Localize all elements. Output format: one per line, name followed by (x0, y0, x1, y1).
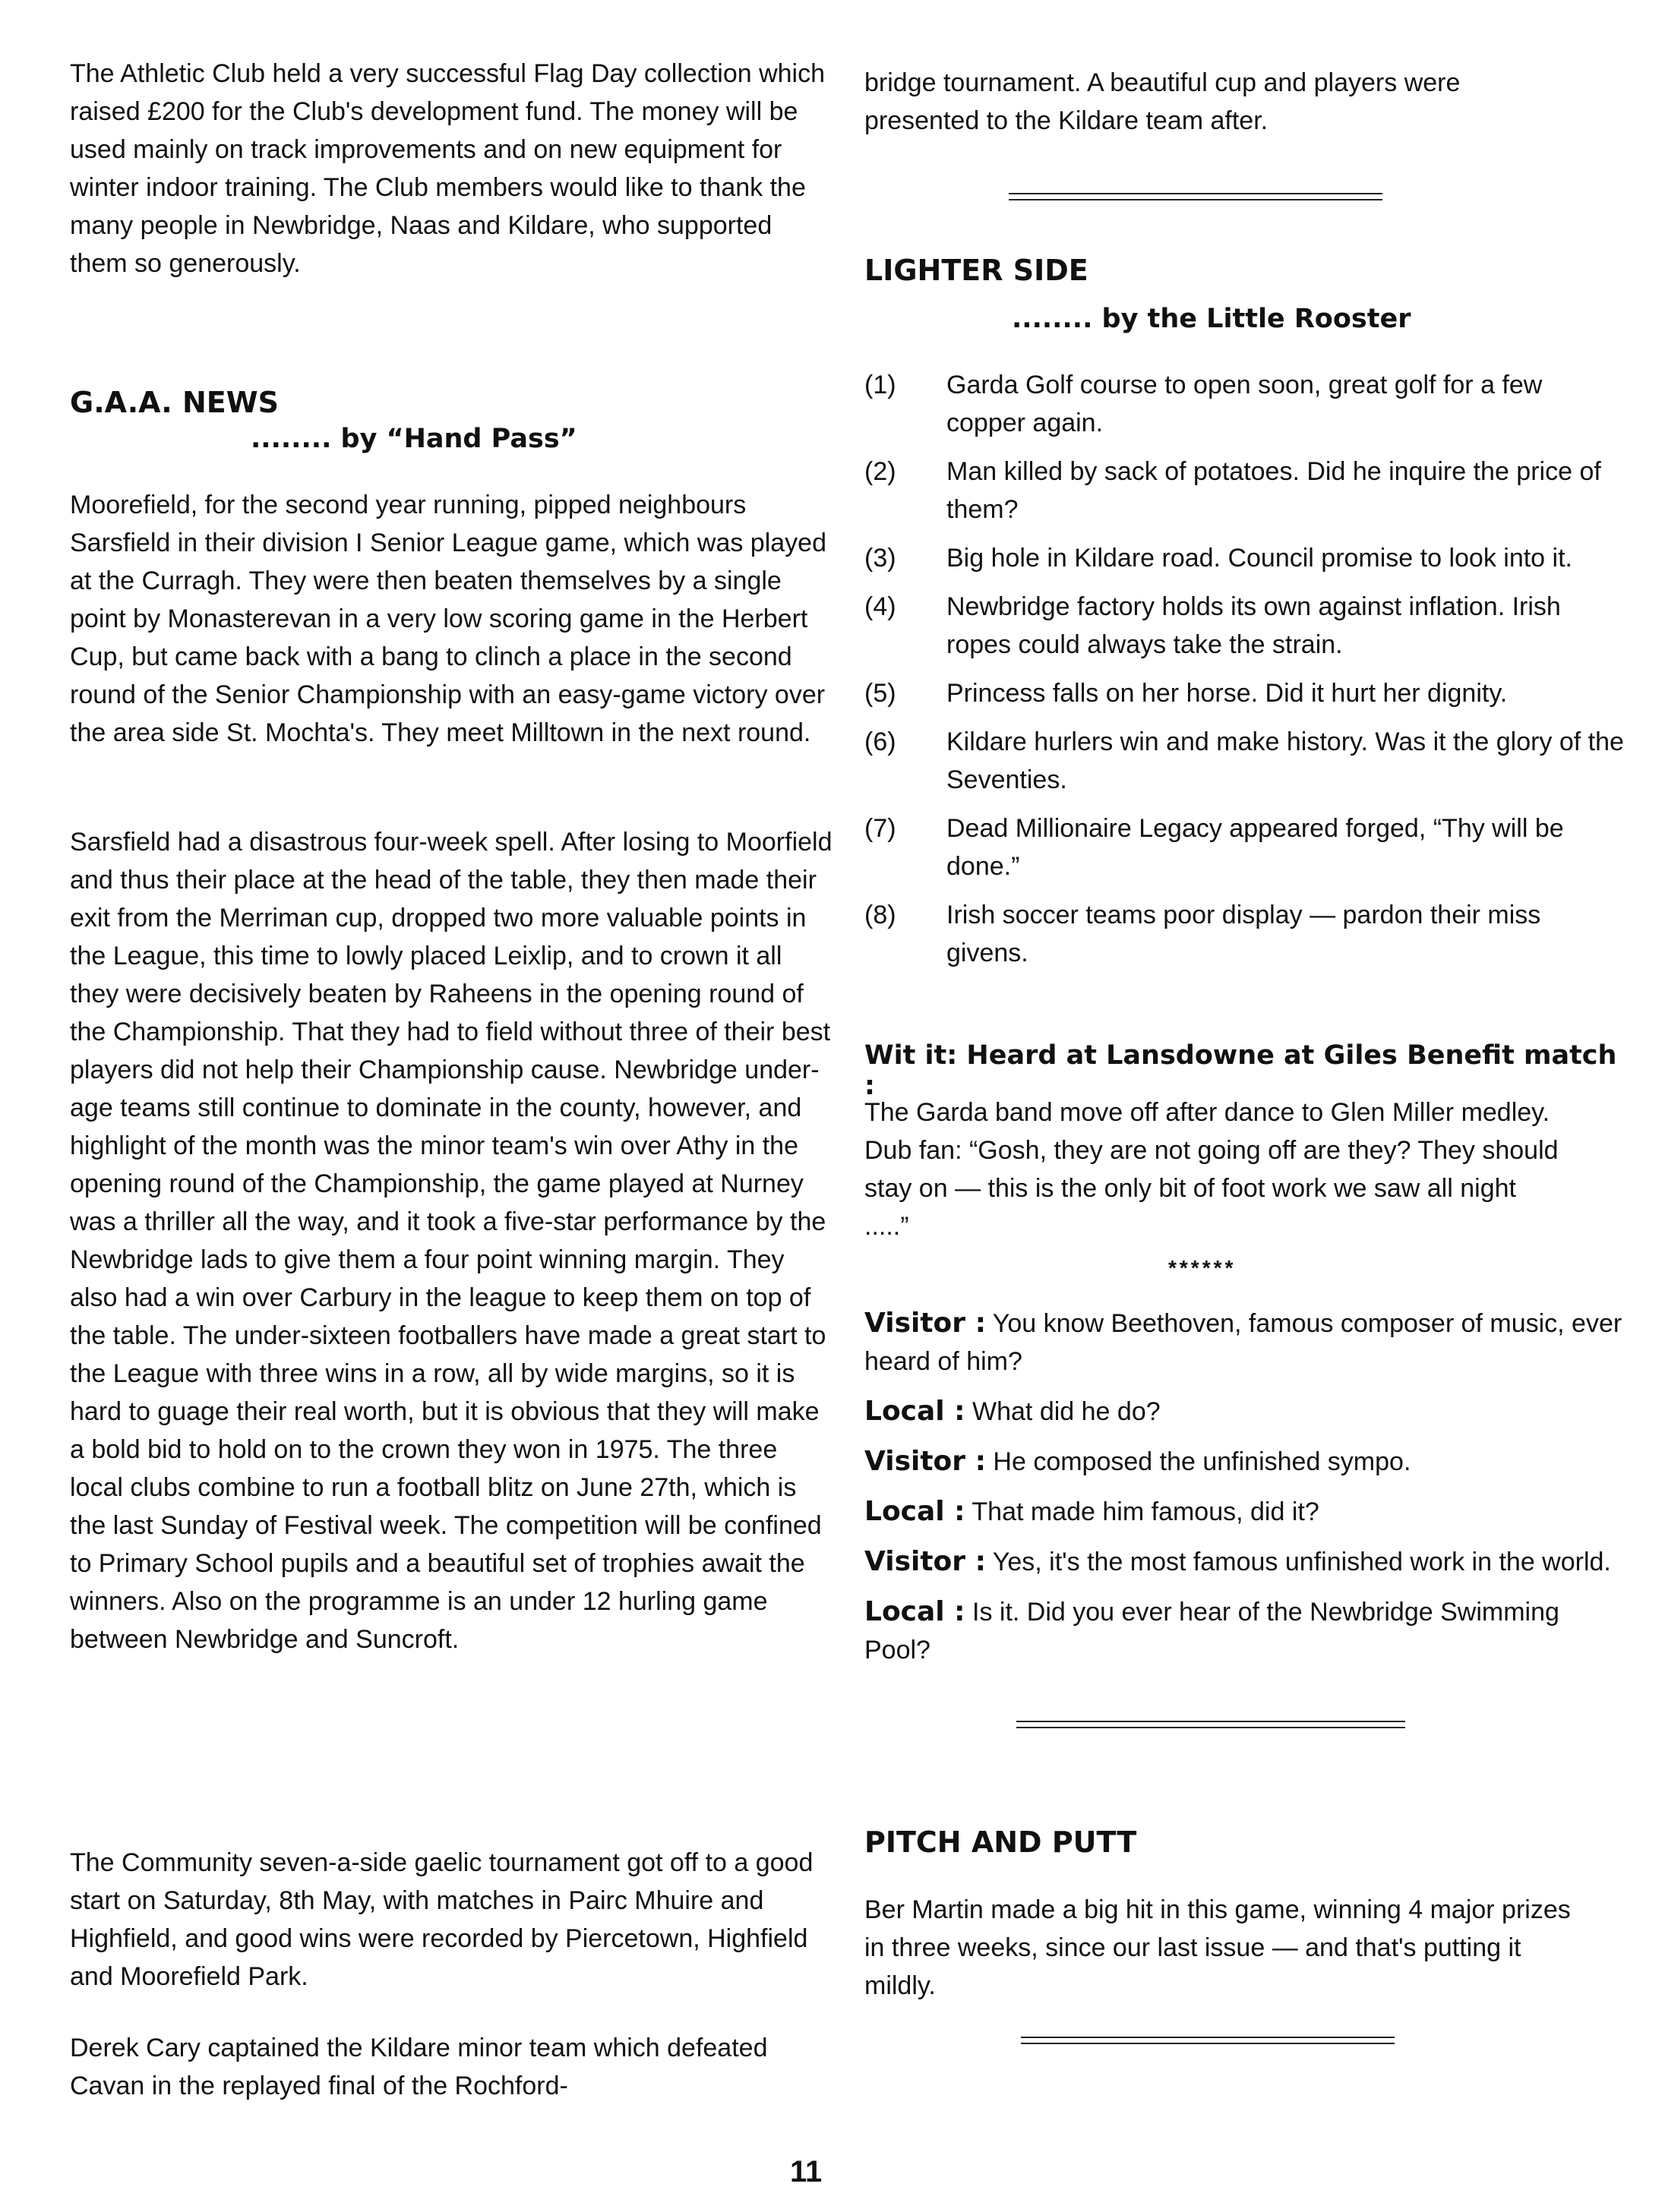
wit-paragraph: The Garda band move off after dance to Glen Miller medley. Dub fan: “Gosh, they are not going off are they? They should stay on — this is the only bit of foot work we saw all night .....” (864, 1098, 1559, 1241)
lighter-side-byline: ........ by the Little Rooster (1012, 304, 1411, 334)
dialogue-line (864, 1543, 1632, 1581)
list-item-number: (2) (864, 457, 896, 486)
list-item-text: Kildare hurlers win and make history. Was it the glory of the Seventies. (946, 727, 1624, 794)
gaa-paragraph-4: Derek Cary captained the Kildare minor team which defeated Cavan in the replayed final of the Rochford- (70, 2034, 768, 2100)
dialogue-speaker: Local : (864, 1396, 965, 1427)
list-item-number: (1) (864, 371, 896, 399)
page-number: 11 (790, 2155, 823, 2188)
list-item-text: Newbridge factory holds its own against inflation. Irish ropes could always take the strain. (946, 592, 1561, 659)
dialogue-speaker: Visitor : (864, 1546, 986, 1577)
dialogue-speaker: Visitor : (864, 1308, 986, 1339)
list-item (864, 539, 1624, 577)
list-item-text: Dead Millionaire Legacy appeared forged, “Thy will be done.” (946, 814, 1564, 881)
list-item-number: (5) (864, 679, 896, 708)
list-item (864, 723, 1624, 799)
gaa-paragraph-2: Sarsfield had a disastrous four-week spell. After losing to Moorfield and thus their place at the head of the table, they then made their exit from the Merriman cup, dropped two more valuable points in the League, this time to lowly placed Leixlip, and to crown it all they were decisively beaten by Raheens in the opening round of the Championship. That they had to field without three of their best players did not help their Championship cause. Newbridge under-age teams still continue to dominate in the county, however, and highlight of the month was the minor team's win over Athy in the opening round of the Championship, the game played at Nurney was a thriller all the way, and it took a five-star performance by the Newbridge lads to give them a four point winning margin. They also had a win over Carbury in the league to keep them on top of the table. The under-sixteen footballers have made a great start to the League with three wins in a row, all by wide margins, so it is hard to guage their real worth, but it is obvious that they will make a bold bid to hold on to the crown they won in 1975. The three local clubs combine to run a football blitz on June 27th, which is the last Sunday of Festival week. The competition will be confined to Primary School pupils and a beautiful set of trophies await the winners. Also on the programme is an under 12 hurling game between Newbridge and Suncroft. (70, 828, 832, 1654)
gaa-paragraph-3: The Community seven-a-side gaelic tournament got off to a good start on Saturday, 8th May, with matches in Pairc Mhuire and Highfield, and good wins were recorded by Piercetown, Highfield and Moorefield Park. (70, 1848, 814, 1991)
divider-rule (1016, 1721, 1405, 1728)
list-item (864, 674, 1624, 712)
dialogue-line (864, 1443, 1632, 1481)
dialogue (864, 1305, 1632, 1681)
stars-separator: ****** (1168, 1256, 1237, 1280)
list-item-text: Irish soccer teams poor display — pardon their miss givens. (946, 901, 1541, 967)
list-item-text: Princess falls on her horse. Did it hurt her dignity. (946, 679, 1508, 708)
divider-rule (1021, 2037, 1395, 2044)
list-item (864, 809, 1624, 885)
dialogue-text: What did he do? (965, 1397, 1161, 1426)
wit-heading: Wit it: Heard at Lansdowne at Giles Benefit match : (864, 1040, 1617, 1101)
pitch-and-putt-heading: PITCH AND PUTT (864, 1825, 1137, 1859)
list-item-number: (7) (864, 814, 896, 843)
dialogue-line (864, 1593, 1632, 1669)
dialogue-text: That made him famous, did it? (965, 1497, 1319, 1526)
dialogue-line (864, 1305, 1632, 1381)
dialogue-line (864, 1493, 1632, 1531)
list-item (864, 366, 1624, 442)
athletic-club-paragraph: The Athletic Club held a very successful Flag Day collection which raised £200 for the Club's development fund. The money will be used mainly on track improvements and on new equipment for winter indoor training. The Club members would like to thank the many people in Newbridge, Naas and Kildare, who supported them so generously. (70, 59, 826, 278)
dialogue-speaker: Local : (864, 1596, 965, 1627)
list-item (864, 453, 1624, 529)
dialogue-text: Is it. Did you ever hear of the Newbridge Swimming Pool? (864, 1598, 1559, 1665)
lighter-side-list (864, 366, 1624, 983)
list-item-text: Big hole in Kildare road. Council promise to look into it. (946, 544, 1572, 573)
gaa-news-byline: ........ by “Hand Pass” (251, 424, 577, 454)
continued-paragraph: bridge tournament. A beautiful cup and players were presented to the Kildare team after. (864, 68, 1461, 135)
list-item (864, 896, 1624, 972)
list-item-number: (6) (864, 727, 896, 756)
dialogue-speaker: Visitor : (864, 1446, 986, 1477)
gaa-paragraph-1: Moorefield, for the second year running, pipped neighbours Sarsfield in their division I Senior League game, which was played at the Curragh. They were then beaten themselves by a single point by Monasterevan in a very low scoring game in the Herbert Cup, but came back with a bang to clinch a place in the second round of the Senior Championship with an easy-game victory over the area side St. Mochta's. They meet Milltown in the next round. (70, 491, 826, 747)
list-item-number: (4) (864, 592, 896, 621)
lighter-side-heading: LIGHTER SIDE (864, 254, 1088, 287)
list-item-text: Garda Golf course to open soon, great golf for a few copper again. (946, 371, 1543, 437)
dialogue-text: Yes, it's the most famous unfinished work in the world. (985, 1548, 1611, 1576)
list-item-number: (8) (864, 901, 896, 929)
dialogue-text: You know Beethoven, famous composer of music, ever heard of him? (864, 1309, 1622, 1376)
dialogue-speaker: Local : (864, 1496, 965, 1527)
gaa-news-heading: G.A.A. NEWS (70, 386, 279, 419)
pitch-and-putt-paragraph: Ber Martin made a big hit in this game, winning 4 major prizes in three weeks, since our last issue — and that's putting it mildly. (864, 1895, 1571, 2000)
dialogue-text: He composed the unfinished sympo. (985, 1447, 1411, 1476)
list-item-text: Man killed by sack of potatoes. Did he inquire the price of them? (946, 457, 1601, 524)
dialogue-line (864, 1393, 1632, 1431)
list-item (864, 588, 1624, 664)
divider-rule (1009, 193, 1382, 200)
list-item-number: (3) (864, 544, 896, 573)
